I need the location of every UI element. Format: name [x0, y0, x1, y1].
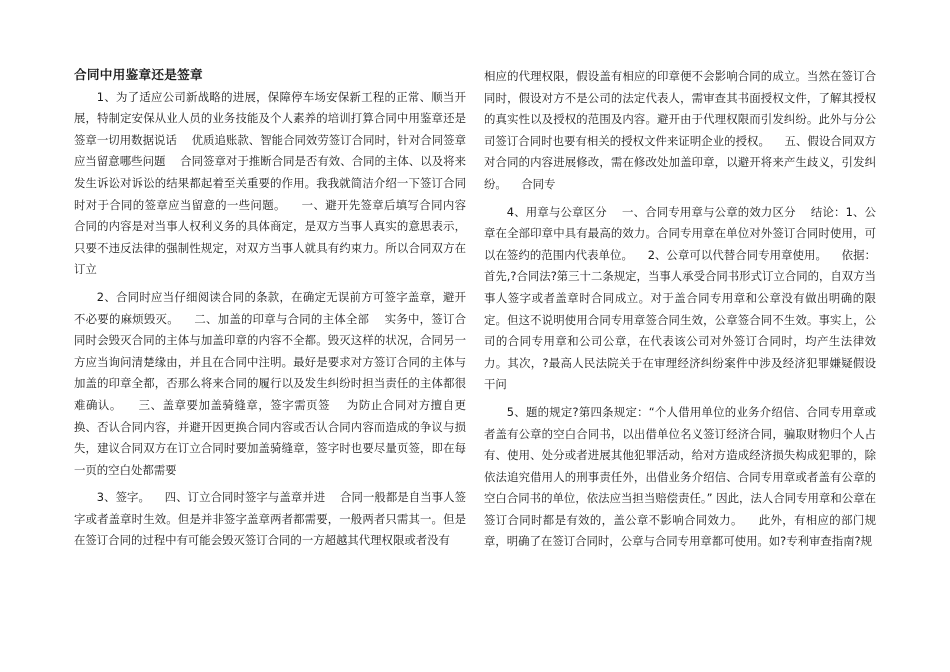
paragraph-item-5: 5、题的规定?第四条规定：“个人借用单位的业务介绍信、合同专用章或者盖有公章的空白合同书，以出借单位名义签订经济合同，骗取财物归个人占有、使用、处分或者进展其他犯罪活动，给对方造成经济损失构成犯罪的，除依法追究借用人的刑事责任外，出借业务介绍信、合同专用章或者盖有公章的空白合同书的单位，依法应当担当赔偿责任。” 因此，法人合同专用章和公章在签订合同时都是有效的，盖公章不影响合同效力。 此外，有相应的部门规章，明确了在签订合同时，公章与合同专用章都可使用。如?专利审查指南?规: [484, 404, 876, 549]
paragraph-continuation: 相应的代理权限，假设盖有相应的印章便不会影响合同的成立。当然在签订合同时，假设对方不是公司的法定代表人，需审查其书面授权文件，了解其授权的真实性以及授权的范围及内容。避开由于代理权限而引发纠纷。此外与分公司签订合同时也要有相关的授权文件来证明企业的授权。 五、假设合同双方对合同的内容进展修改，需在修改处加盖印章，以避开将来产生歧义，引发纠纷。 合同专: [484, 69, 876, 191]
right-column: [484, 66, 891, 559]
left-column: [74, 64, 481, 558]
paragraph-item-2: 2、合同时应当仔细阅读合同的条款，在确定无误前方可签字盖章，避开不必要的麻烦毁灭。 二、加盖的印章与合同的主体全部 实务中，签订合同时会毁灭合同的主体与加盖印章的内容不全都。毁灭这样的状况，合同另一方应当询问清楚缘由，并且在合同中注明。最好是要求对方签订合同的主体与加盖的印章全都，否那么将来合同的履行以及发生纠纷时担当责任的主体都很难确认。 三、盖章要加盖骑缝章，签字需页签 为防止合同对方擅自更换、否认合同内容，并避开因更换合同内容或否认合同内容而造成的争议与损失，建议合同双方在订立合同时要加盖骑缝章，签字时也要尽量页签，即在每一页的空白处都需要: [74, 289, 466, 477]
paragraph-item-4: 4、用章与公章区分 一、合同专用章与公章的效力区分 结论：1、公章在全部印章中具有最高的效力。合同专用章在单位对外签订合同时使用，可以在签约的范围内代表单位。 2、公章可以代替合同专用章使用。 依据： 首先,?合同法?第三十二条规定，当事人承受合同书形式订立合同的，自双方当事人签字或者盖章时合同成立。对于盖合同专用章和公章没有做出明确的限定。但这不说明使用合同专用章签合同生效，公章签合同不生效。事实上，公司的合同专用章和公司公章，在代表该公司对外签订合同时，均产生法律效力。其次，?最高人民法院关于在审理经济纠纷案件中涉及经济犯罪嫌疑假设干问: [484, 204, 891, 392]
paragraph-item-1: 1、为了适应公司新战略的进展，保障停车场安保新工程的正常、顺当开展，特制定安保从业人员的业务技能及个人素养的培训打算合同中用鉴章还是签章一切用数据说话 优质追账款、智能合同效劳签订合同时，针对合同签章应当留意哪些问题 合同签章对于推断合同是否有效、合同的主体、以及将来发生诉讼对诉讼的结果都起着至关重要的作用。我我就简洁介绍一下签订合同时对于合同的签章应当留意的一些问题。 一、避开先签章后填写合同内容 合同的内容是对当事人权利义务的具体商定，是双方当事人真实的意思表示，只要不违反法律的强制性规定，对双方当事人就具有约束力。所以合同双方在订立: [74, 89, 481, 277]
paragraph-item-3: 3、签字。 四、订立合同时签字与盖章并进 合同一般都是自当事人签字或者盖章时生效。但是并非签字盖章两者都需要，一般两者只需其一。但是在签订合同的过程中有可能会毁灭签订合同的一方超越其代理权限或者没有: [74, 490, 466, 548]
document-title: 合同中用鉴章还是签章: [74, 67, 203, 82]
